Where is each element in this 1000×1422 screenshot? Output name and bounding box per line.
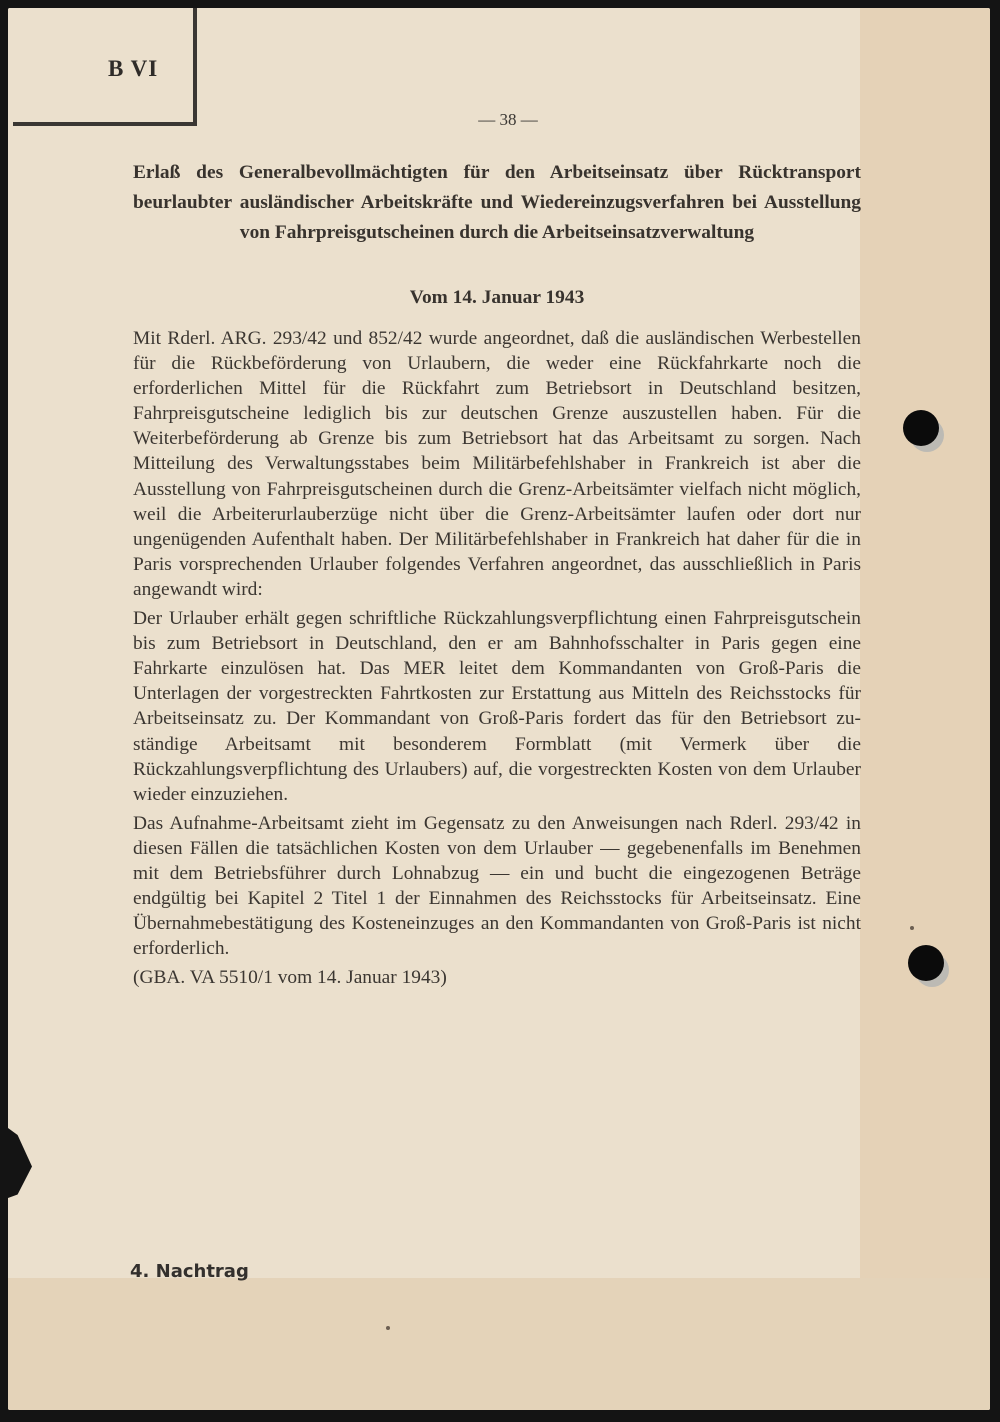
paper-speck (386, 1326, 390, 1330)
section-label: B VI (108, 56, 159, 81)
page-number: — 38 — (478, 110, 538, 129)
document-page (8, 8, 990, 1410)
paper-fold-bottom (8, 1278, 990, 1410)
body-paragraph: Das Aufnahme-Arbeitsamt zieht im Gegensatz zu den Anweisungen nach Rderl. 293/42 in diesen Fällen die tatsächlichen Kosten von dem Urlauber — gegebenenfalls im Benehmen mit dem Betriebsführer durch Lohnabzug — ein und bucht die eingezogenen Beträge endgültig bei Kapitel 2 Titel 1 der Einnahmen des Reichsstocks für Arbeitseinsatz. Eine Übernahmebestätigung des Kosteneinzuges an den Kommandanten von Groß-Paris ist nicht erforderlich. (133, 812, 861, 960)
citation: (GBA. VA 5510/1 vom 14. Januar 1943) (133, 967, 447, 989)
punch-hole-icon (903, 410, 939, 446)
document-body (133, 326, 861, 994)
supplement-note: 4. Nachtrag (130, 1261, 249, 1282)
body-paragraph: Mit Rderl. ARG. 293/42 und 852/42 wurde angeordnet, daß die ausländischen Werbestellen für die Rückbeförderung von Urlaubern, die weder eine Rückfahrkarte noch die erforderlichen Mittel für die Rückfahrt zum Betriebsort in Deutschland besitzen, Fahrpreisgutscheine lediglich bis zur deutschen Grenze auszustellen haben. Für die Weiterbeförderung ab Grenze bis zum Betriebsort hat das Arbeitsamt zu sorgen. Nach Mitteilung des Verwaltungsstabes beim Militärbefehlshaber in Frankreich ist aber die Ausstellung von Fahrpreisgutscheinen durch die Grenz-Arbeitsämter vielfach nicht möglich, weil die Arbeiterurlauberzüge nicht über die Grenz-Arbeitsämter laufen oder dort nur ungenügenden Aufenthalt haben. Der Militärbefehlshaber in Frankreich hat daher für die in Paris vorsprechenden Urlauber folgendes Verfahren angeordnet, das ausschließlich in Paris angewandt wird: (133, 328, 861, 600)
paper-fold-right (860, 8, 990, 1410)
document-title: Erlaß des Generalbevollmächtigten für den Arbeitseinsatz über Rücktransport beurlaubter ausländischer Arbeitskräfte und Wiedereinzugsverfahren bei Ausstellung von Fahrpreisgutscheinen durch die Arbeitseinsatzverwaltung (133, 162, 861, 243)
section-marker-box (13, 8, 197, 126)
punch-hole-icon (908, 945, 944, 981)
body-paragraph: Der Urlauber erhält gegen schriftliche Rückzahlungsverpflichtung einen Fahrpreisgutschein bis zum Betriebsort in Deutschland, den er am Bahnhofsschalter in Paris gegen eine Fahrkarte einzulösen hat. Das MER leitet dem Kommandanten von Groß-Paris die Unterlagen der vorgestreckten Fahrtkosten zur Erstattung aus Mitteln des Reichsstocks für Arbeitseinsatz zu. Der Kommandant von Groß-Paris fordert das für den Betriebsort zuständige Arbeitsamt mit besonderem Formblatt (mit Vermerk über die Rückzahlungsverpflichtung des Urlaubers) auf, die vorgestreckten Kosten von dem Urlauber wieder einzuziehen. (133, 608, 861, 805)
paper-speck (910, 926, 914, 930)
document-date: Vom 14. Januar 1943 (409, 287, 585, 308)
